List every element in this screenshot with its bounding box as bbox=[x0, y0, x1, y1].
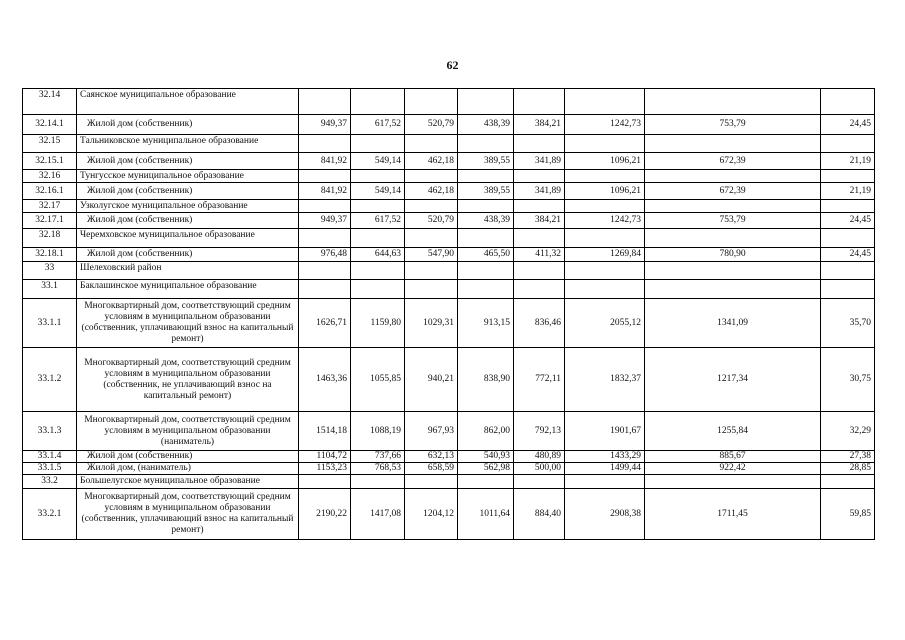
row-value-5 bbox=[514, 229, 565, 248]
row-value-2 bbox=[351, 89, 405, 115]
row-value-6: 2908,38 bbox=[565, 489, 645, 540]
row-value-7: 1711,45 bbox=[645, 489, 821, 540]
row-code: 32.16 bbox=[23, 170, 77, 183]
row-value-3: 1204,12 bbox=[405, 489, 458, 540]
row-value-8: 27,38 bbox=[821, 451, 875, 463]
row-value-7 bbox=[645, 170, 821, 183]
row-value-2 bbox=[351, 262, 405, 280]
row-value-4: 1011,64 bbox=[458, 489, 514, 540]
row-code: 33.1.5 bbox=[23, 463, 77, 475]
row-name: Многоквартирный дом, соответствующий средним условиям в муниципальном образовании (собственник, не уплачивающий взнос на капитальный ремонт) bbox=[77, 348, 299, 412]
row-value-3 bbox=[405, 200, 458, 213]
row-value-1 bbox=[299, 262, 351, 280]
row-value-6: 1433,29 bbox=[565, 451, 645, 463]
row-value-1 bbox=[299, 170, 351, 183]
table-row bbox=[23, 213, 875, 229]
row-value-5: 341,89 bbox=[514, 153, 565, 170]
row-value-2 bbox=[351, 135, 405, 153]
row-value-5 bbox=[514, 170, 565, 183]
row-value-8 bbox=[821, 262, 875, 280]
row-value-5: 384,21 bbox=[514, 213, 565, 229]
row-value-2 bbox=[351, 200, 405, 213]
row-code: 33.1.4 bbox=[23, 451, 77, 463]
row-name: Большелугское муниципальное образование bbox=[77, 475, 299, 489]
row-name: Многоквартирный дом, соответствующий средним условиям в муниципальном образовании (собственник, уплачивающий взнос на капитальный ремонт) bbox=[77, 489, 299, 540]
row-value-7 bbox=[645, 229, 821, 248]
row-value-8 bbox=[821, 170, 875, 183]
row-value-1 bbox=[299, 475, 351, 489]
row-value-6 bbox=[565, 170, 645, 183]
row-value-7: 753,79 bbox=[645, 213, 821, 229]
row-code: 33.1.2 bbox=[23, 348, 77, 412]
row-value-3: 462,18 bbox=[405, 183, 458, 200]
row-value-4 bbox=[458, 280, 514, 299]
row-value-6 bbox=[565, 262, 645, 280]
row-value-7 bbox=[645, 200, 821, 213]
table-row bbox=[23, 262, 875, 280]
row-value-1: 1153,23 bbox=[299, 463, 351, 475]
row-value-4: 562,98 bbox=[458, 463, 514, 475]
row-value-2 bbox=[351, 170, 405, 183]
row-value-3: 632,13 bbox=[405, 451, 458, 463]
row-value-1: 841,92 bbox=[299, 153, 351, 170]
row-value-7 bbox=[645, 135, 821, 153]
row-value-8: 30,75 bbox=[821, 348, 875, 412]
row-value-7 bbox=[645, 280, 821, 299]
row-value-3: 1029,31 bbox=[405, 299, 458, 348]
row-name: Многоквартирный дом, соответствующий средним условиям в муниципальном образовании (собственник, уплачивающий взнос на капитальный ремонт) bbox=[77, 299, 299, 348]
row-value-5 bbox=[514, 200, 565, 213]
row-value-2: 1417,08 bbox=[351, 489, 405, 540]
table-row bbox=[23, 475, 875, 489]
row-name: Тунгусское муниципальное образование bbox=[77, 170, 299, 183]
row-value-2: 549,14 bbox=[351, 183, 405, 200]
row-value-4 bbox=[458, 170, 514, 183]
row-value-6 bbox=[565, 280, 645, 299]
row-value-6: 1242,73 bbox=[565, 213, 645, 229]
table-row bbox=[23, 451, 875, 463]
row-name: Шелеховский район bbox=[77, 262, 299, 280]
row-value-6: 1096,21 bbox=[565, 183, 645, 200]
row-value-4: 540,93 bbox=[458, 451, 514, 463]
row-code: 32.18 bbox=[23, 229, 77, 248]
row-name: Жилой дом (собственник) bbox=[77, 115, 299, 135]
table-row bbox=[23, 153, 875, 170]
row-value-1 bbox=[299, 89, 351, 115]
row-value-4: 913,15 bbox=[458, 299, 514, 348]
row-value-2: 1088,19 bbox=[351, 412, 405, 451]
row-value-6: 1832,37 bbox=[565, 348, 645, 412]
row-name: Черемховское муниципальное образование bbox=[77, 229, 299, 248]
row-value-1: 1104,72 bbox=[299, 451, 351, 463]
row-code: 32.15.1 bbox=[23, 153, 77, 170]
row-value-7 bbox=[645, 262, 821, 280]
row-code: 33.1 bbox=[23, 280, 77, 299]
row-value-1: 949,37 bbox=[299, 115, 351, 135]
row-value-8: 21,19 bbox=[821, 183, 875, 200]
row-value-8: 24,45 bbox=[821, 115, 875, 135]
row-value-8: 24,45 bbox=[821, 248, 875, 262]
row-value-5: 884,40 bbox=[514, 489, 565, 540]
row-value-3 bbox=[405, 170, 458, 183]
row-code: 33.1.1 bbox=[23, 299, 77, 348]
row-value-1: 949,37 bbox=[299, 213, 351, 229]
row-value-3 bbox=[405, 280, 458, 299]
row-value-4: 838,90 bbox=[458, 348, 514, 412]
row-value-3 bbox=[405, 89, 458, 115]
row-value-1: 976,48 bbox=[299, 248, 351, 262]
row-name: Баклашинское муниципальное образование bbox=[77, 280, 299, 299]
row-value-4 bbox=[458, 262, 514, 280]
row-value-6: 2055,12 bbox=[565, 299, 645, 348]
table-row bbox=[23, 183, 875, 200]
table-row bbox=[23, 489, 875, 540]
row-value-3: 547,90 bbox=[405, 248, 458, 262]
row-value-3 bbox=[405, 135, 458, 153]
row-value-7: 1255,84 bbox=[645, 412, 821, 451]
table-row bbox=[23, 229, 875, 248]
table-row bbox=[23, 348, 875, 412]
row-code: 32.14.1 bbox=[23, 115, 77, 135]
row-value-6: 1269,84 bbox=[565, 248, 645, 262]
row-value-3 bbox=[405, 229, 458, 248]
row-value-4 bbox=[458, 475, 514, 489]
table-row bbox=[23, 248, 875, 262]
table-row bbox=[23, 89, 875, 115]
row-value-7: 1217,34 bbox=[645, 348, 821, 412]
row-value-8 bbox=[821, 200, 875, 213]
table-row bbox=[23, 115, 875, 135]
row-value-7: 1341,09 bbox=[645, 299, 821, 348]
row-value-4 bbox=[458, 135, 514, 153]
row-value-3: 967,93 bbox=[405, 412, 458, 451]
row-name: Жилой дом (собственник) bbox=[77, 248, 299, 262]
row-value-7: 672,39 bbox=[645, 183, 821, 200]
row-value-2 bbox=[351, 475, 405, 489]
row-value-7 bbox=[645, 89, 821, 115]
row-value-6 bbox=[565, 200, 645, 213]
row-value-5 bbox=[514, 280, 565, 299]
row-value-4: 438,39 bbox=[458, 115, 514, 135]
row-name: Жилой дом, (наниматель) bbox=[77, 463, 299, 475]
row-value-8: 32,29 bbox=[821, 412, 875, 451]
row-value-5: 772,11 bbox=[514, 348, 565, 412]
row-value-5: 500,00 bbox=[514, 463, 565, 475]
row-value-2: 1055,85 bbox=[351, 348, 405, 412]
row-value-8: 35,70 bbox=[821, 299, 875, 348]
row-value-7 bbox=[645, 475, 821, 489]
row-value-4: 438,39 bbox=[458, 213, 514, 229]
row-value-5 bbox=[514, 135, 565, 153]
row-value-5 bbox=[514, 262, 565, 280]
row-value-2 bbox=[351, 229, 405, 248]
row-value-6: 1242,73 bbox=[565, 115, 645, 135]
row-code: 32.18.1 bbox=[23, 248, 77, 262]
row-value-7: 922,42 bbox=[645, 463, 821, 475]
row-value-4: 389,55 bbox=[458, 153, 514, 170]
table-row bbox=[23, 135, 875, 153]
row-value-1 bbox=[299, 280, 351, 299]
row-value-1: 1626,71 bbox=[299, 299, 351, 348]
row-code: 32.15 bbox=[23, 135, 77, 153]
row-value-6: 1901,67 bbox=[565, 412, 645, 451]
row-value-1 bbox=[299, 135, 351, 153]
row-value-3: 520,79 bbox=[405, 213, 458, 229]
row-value-3: 520,79 bbox=[405, 115, 458, 135]
row-value-7: 672,39 bbox=[645, 153, 821, 170]
row-name: Жилой дом (собственник) bbox=[77, 213, 299, 229]
table-row bbox=[23, 200, 875, 213]
row-value-8 bbox=[821, 475, 875, 489]
row-value-4 bbox=[458, 200, 514, 213]
row-value-2: 549,14 bbox=[351, 153, 405, 170]
row-value-8: 21,19 bbox=[821, 153, 875, 170]
row-code: 32.16.1 bbox=[23, 183, 77, 200]
row-value-1: 841,92 bbox=[299, 183, 351, 200]
row-value-3: 940,21 bbox=[405, 348, 458, 412]
row-value-6 bbox=[565, 89, 645, 115]
row-value-1 bbox=[299, 200, 351, 213]
row-name: Тальниковское муниципальное образование bbox=[77, 135, 299, 153]
table-row bbox=[23, 170, 875, 183]
row-value-4 bbox=[458, 229, 514, 248]
row-name: Многоквартирный дом, соответствующий средним условиям в муниципальном образовании (наниматель) bbox=[77, 412, 299, 451]
row-code: 33.2.1 bbox=[23, 489, 77, 540]
row-value-5: 341,89 bbox=[514, 183, 565, 200]
row-value-5: 792,13 bbox=[514, 412, 565, 451]
row-value-6: 1499,44 bbox=[565, 463, 645, 475]
row-value-8: 28,85 bbox=[821, 463, 875, 475]
row-value-4: 862,00 bbox=[458, 412, 514, 451]
row-value-7: 753,79 bbox=[645, 115, 821, 135]
row-value-1 bbox=[299, 229, 351, 248]
row-value-2 bbox=[351, 280, 405, 299]
row-value-5 bbox=[514, 89, 565, 115]
row-value-2: 1159,80 bbox=[351, 299, 405, 348]
row-code: 33.1.3 bbox=[23, 412, 77, 451]
row-value-7: 780,90 bbox=[645, 248, 821, 262]
row-value-4: 465,50 bbox=[458, 248, 514, 262]
row-value-1: 1463,36 bbox=[299, 348, 351, 412]
row-name: Узколугское муниципальное образование bbox=[77, 200, 299, 213]
row-code: 33.2 bbox=[23, 475, 77, 489]
row-value-6 bbox=[565, 135, 645, 153]
row-value-6 bbox=[565, 475, 645, 489]
row-name: Жилой дом (собственник) bbox=[77, 183, 299, 200]
row-value-3 bbox=[405, 262, 458, 280]
page-number: 62 bbox=[446, 58, 459, 72]
row-value-8 bbox=[821, 280, 875, 299]
row-name: Саянское муниципальное образование bbox=[77, 89, 299, 115]
row-code: 33 bbox=[23, 262, 77, 280]
row-value-6: 1096,21 bbox=[565, 153, 645, 170]
row-value-3 bbox=[405, 475, 458, 489]
tariff-table-body bbox=[23, 89, 875, 540]
row-value-8 bbox=[821, 89, 875, 115]
row-value-1: 2190,22 bbox=[299, 489, 351, 540]
row-value-5: 411,32 bbox=[514, 248, 565, 262]
row-value-8 bbox=[821, 135, 875, 153]
row-value-7: 885,67 bbox=[645, 451, 821, 463]
row-value-2: 768,53 bbox=[351, 463, 405, 475]
row-code: 32.14 bbox=[23, 89, 77, 115]
table-row bbox=[23, 299, 875, 348]
row-value-8 bbox=[821, 229, 875, 248]
row-value-2: 737,66 bbox=[351, 451, 405, 463]
row-value-4: 389,55 bbox=[458, 183, 514, 200]
row-value-5: 384,21 bbox=[514, 115, 565, 135]
row-value-5 bbox=[514, 475, 565, 489]
table-row bbox=[23, 280, 875, 299]
tariff-table bbox=[22, 88, 875, 540]
row-name: Жилой дом (собственник) bbox=[77, 451, 299, 463]
row-value-3: 658,59 bbox=[405, 463, 458, 475]
row-value-3: 462,18 bbox=[405, 153, 458, 170]
row-value-8: 24,45 bbox=[821, 213, 875, 229]
row-value-8: 59,85 bbox=[821, 489, 875, 540]
row-value-4 bbox=[458, 89, 514, 115]
row-value-6 bbox=[565, 229, 645, 248]
row-value-2: 617,52 bbox=[351, 213, 405, 229]
table-row bbox=[23, 463, 875, 475]
row-value-2: 644,63 bbox=[351, 248, 405, 262]
row-code: 32.17 bbox=[23, 200, 77, 213]
row-value-1: 1514,18 bbox=[299, 412, 351, 451]
row-value-5: 480,89 bbox=[514, 451, 565, 463]
table-row bbox=[23, 412, 875, 451]
row-name: Жилой дом (собственник) bbox=[77, 153, 299, 170]
row-value-2: 617,52 bbox=[351, 115, 405, 135]
row-value-5: 836,46 bbox=[514, 299, 565, 348]
row-code: 32.17.1 bbox=[23, 213, 77, 229]
